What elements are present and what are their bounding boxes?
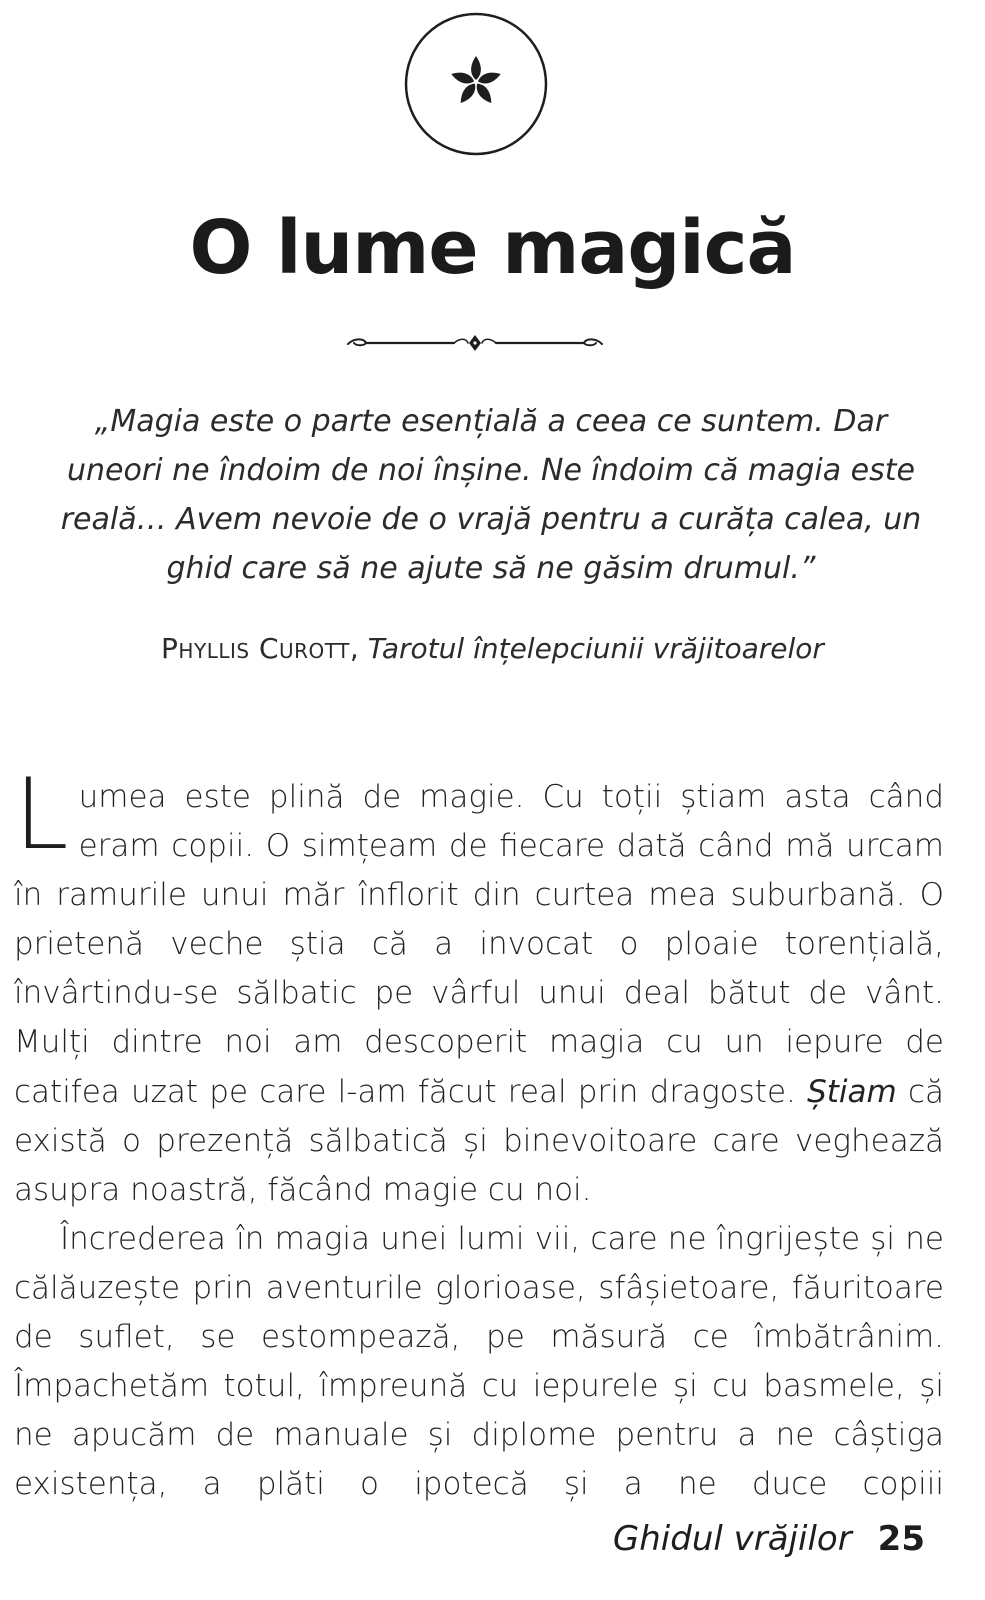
chapter-emblem-flower-icon bbox=[402, 10, 550, 158]
flourish-divider-icon bbox=[344, 330, 606, 356]
running-title: Ghidul vrăjilor bbox=[612, 1519, 852, 1559]
chapter-body bbox=[14, 758, 944, 1509]
epigraph-author: Phyllis Curott bbox=[161, 632, 350, 665]
paragraph-1-emphasis: Știam bbox=[807, 1073, 897, 1110]
epigraph-source-book: Tarotul înțelepciunii vrăjitoarelor bbox=[367, 632, 824, 665]
drop-cap: L bbox=[14, 758, 69, 872]
paragraph-1 bbox=[14, 758, 944, 1215]
page-footer bbox=[613, 1517, 925, 1561]
epigraph-attribution bbox=[0, 629, 985, 669]
chapter-title: O lume magică bbox=[189, 205, 796, 291]
page-number: 25 bbox=[877, 1519, 925, 1559]
paragraph-1-text-end: că există o prezență sălbatică și binevoitoare care veghează asupra noastră, făcând magie cu noi. bbox=[14, 1073, 944, 1208]
attribution-separator: , bbox=[349, 632, 368, 665]
paragraph-2: Încrederea în magia unei lumi vii, care ne îngrijește și ne călăuzește prin aventurile glorioase, sfâșietoare, făuritoare de suflet, se estompează, pe măsură ce îmbătrânim. Împachetăm totul, împreună cu iepurele și cu basmele, și ne apucăm de manuale și diplome pentru a ne câștiga existența, a plăti o ipotecă și a ne duce copiii bbox=[14, 1220, 944, 1503]
epigraph-quote: „Magia este o parte esențială a ceea ce suntem. Dar uneori ne îndoim de noi înșine. Ne îndoim că magia este reală… Avem nevoie de o vrajă pentru a curăța calea, un ghid care să ne ajute să ne găsim drumul.” bbox=[60, 404, 922, 586]
paragraph-1-text-start: umea este plină de magie. Cu toții știam asta când eram copii. O simțeam de fiecare dată când mă urcam în ramurile unui măr înflorit din curtea mea suburbană. O prietenă veche știa că a invocat o ploaie torențială, învârtindu-se sălbatic pe vârful unui deal bătut de vânt. Mulți dintre noi am descoperit magia cu un iepure de catifea uzat pe care l-am făcut real prin dragoste. bbox=[14, 779, 944, 1110]
